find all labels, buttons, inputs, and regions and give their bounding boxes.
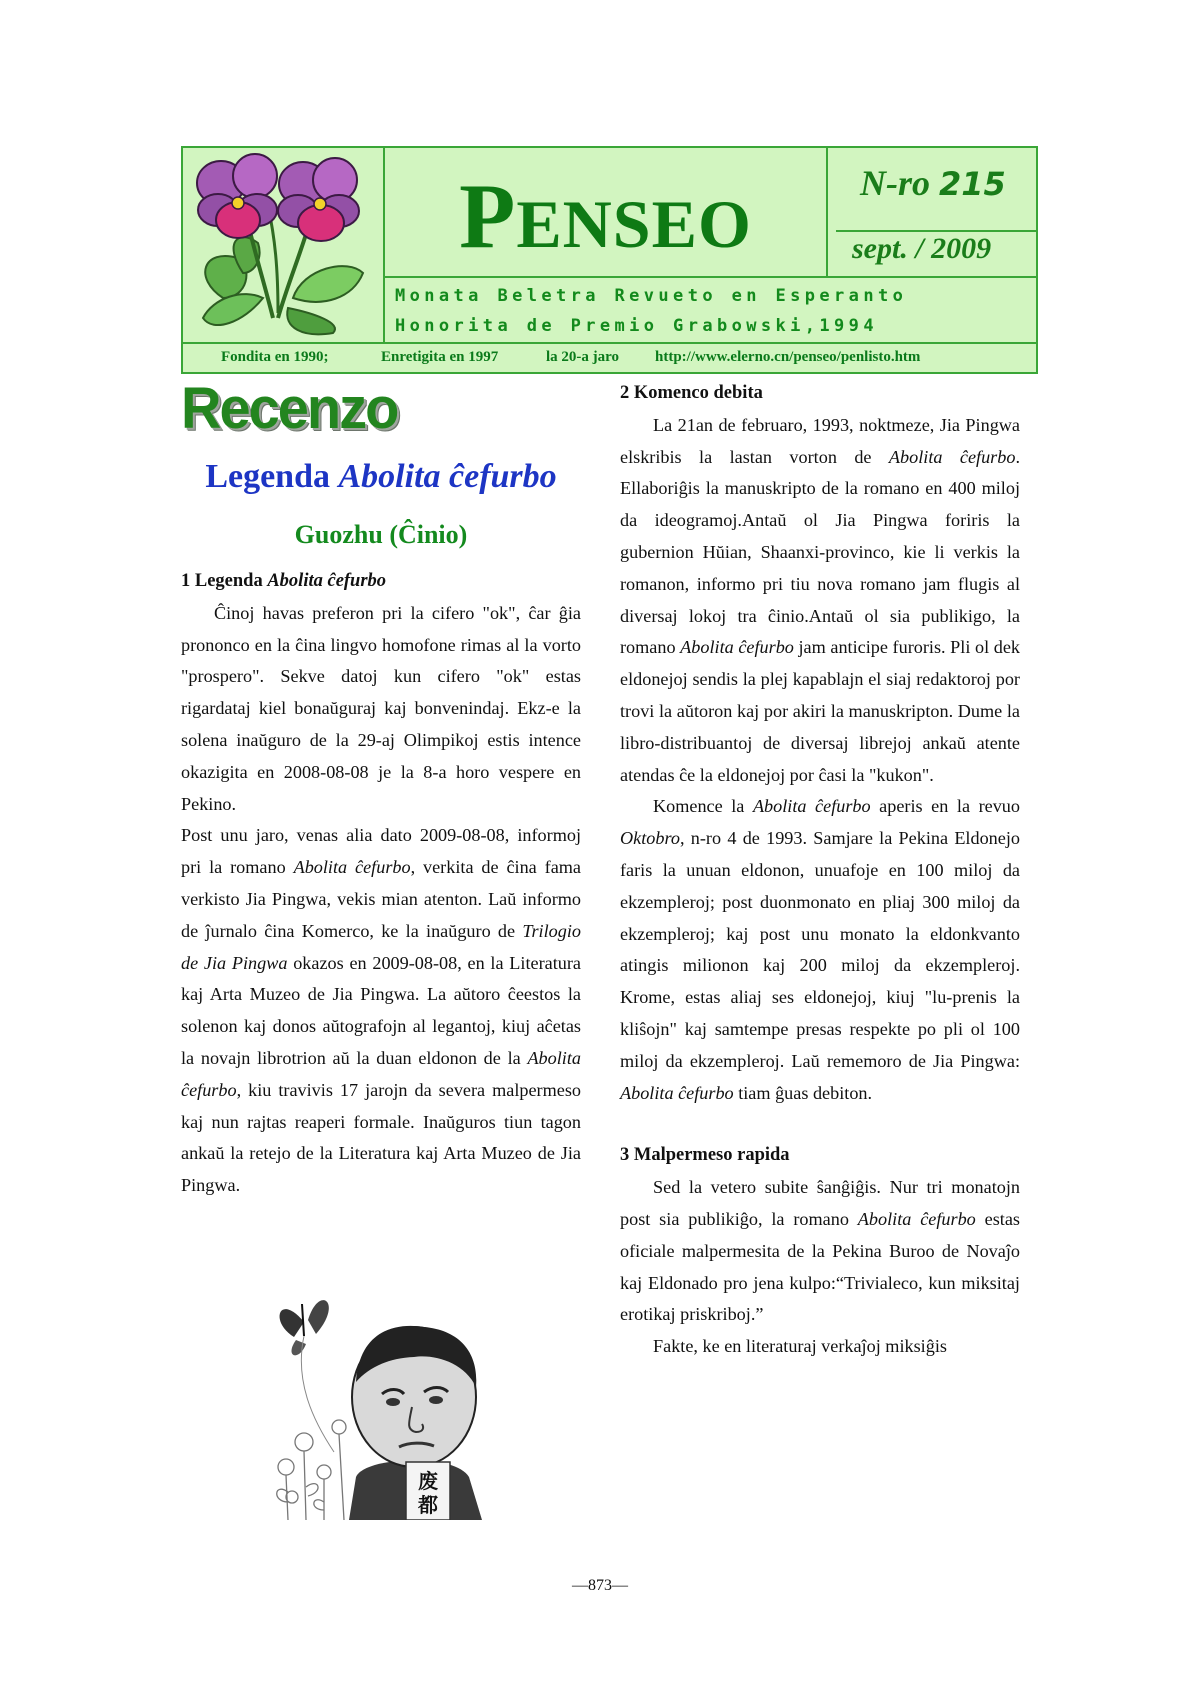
website-link[interactable]: http://www.elerno.cn/penseo/penlisto.htm — [655, 349, 921, 365]
subtitle-cell — [385, 276, 1036, 342]
registered-text: Enretigita en 1997 — [381, 349, 499, 365]
issue-number: N-ro 215 — [860, 163, 1006, 203]
seal-text-2: 都 — [418, 1493, 438, 1517]
section-2-heading: 2 Komenco debita — [620, 383, 763, 403]
article-author: Guozhu (Ĉinio) — [294, 520, 468, 549]
seal-text-1: 废 — [418, 1469, 438, 1493]
section-3-paragraph-2: Fakte, ke en literaturaj verkaĵoj miksiĝis — [653, 1336, 947, 1357]
flowers-icon — [277, 1420, 346, 1520]
section-1 — [181, 566, 581, 1202]
magazine-title-cell — [385, 148, 828, 276]
section-3-paragraph-1: Sed la vetero subite ŝanĝiĝis. Nur tri monatojn post sia publikiĝo, la romano Abolita ĉefurbo estas oficiale malpermesita de la Pekina Buroo de Novaĵo kaj Eldonado pro jena kulpo:“Trivialeco, kun miksitaj erotikaj priskriboj.” — [620, 1177, 1020, 1325]
subtitle-line-1: Monata Beletra Revueto en Esperanto — [395, 286, 908, 306]
left-column — [181, 374, 581, 1202]
magazine-title: PENSEO — [459, 165, 752, 267]
section-3-heading: 3 Malpermeso rapida — [620, 1145, 790, 1166]
issue-date: sept. / 2009 — [852, 232, 992, 265]
article-title: Legenda Abolita ĉefurbo — [205, 458, 557, 495]
section-1-heading: 1 Legenda Abolita ĉefurbo — [181, 571, 387, 591]
page-number: —873— — [572, 1577, 628, 1594]
section-2 — [620, 378, 1020, 1363]
founded-text: Fondita en 1990; — [221, 349, 329, 365]
masthead-footer — [183, 342, 1036, 372]
section-1-paragraph-1: Ĉinoj havas preferon pri la cifero "ok", ĉar ĝia prononco en la ĉina lingvo homofone rimas al la vorto "prospero". Sekve datoj kun cifero "ok" estas rigardataj kiel bonaŭguraj kaj bonvenindaj. Ekz-e la solena inaŭguro de la 29-aj Olimpikoj estis intence okazigita en 2008-08-08 je la 8-a horo vespere en Pekino. — [181, 602, 581, 814]
section-label: Recenzo — [181, 374, 398, 441]
section-1-paragraph-2: Post unu jaro, venas alia dato 2009-08-08, informoj pri la romano Abolita ĉefurbo, verkita de ĉina fama verkisto Jia Pingwa, vekis mian atenton. Laŭ informo de ĵurnalo ĉina Komerco, ke la inaŭguro de Trilogio de Jia Pingwa okazos en 2009-08-08, en la Literatura kaj Arta Muzeo de Jia Pingwa. La aŭtoro ĉeestos la solenon kaj donos aŭtografojn al legantoj, kiuj aĉetas la novajn librotrion aŭ la duan eldonon de la Abolita ĉefurbo, kiu travivis 17 jarojn da severa malpermeso kaj nun rajtas reaperi formale. Inaŭguros tiun tagon ankaŭ la retejo de la Literatura kaj Arta Muzeo de Jia Pingwa. — [181, 825, 581, 1196]
butterfly-icon — [280, 1300, 334, 1452]
section-spacer — [620, 1109, 1020, 1140]
pansy-flower-icon — [183, 148, 383, 340]
year-count-text: la 20-a jaro — [546, 349, 620, 365]
masthead — [181, 146, 1038, 374]
author-caricature — [264, 1282, 504, 1520]
section-2-paragraph-2: Komence la Abolita ĉefurbo aperis en la revuo Oktobro, n-ro 4 de 1993. Samjare la Pekina Eldonejo faris la unuan eldonon, unuafoje en 100 miloj da ekzempleroj; post duonmonato en pliaj 300 miloj da ekzempleroj; kaj post unu monato la eldonkvanto atingis milionon kaj 200 miloj da ekzempleroj. Krome, estas aliaj ses eldonejoj, kiuj "lu-prenis la kliŝojn" kaj samtempe presas respekte po pli ol 100 miloj da ekzempleroj. Laŭ rememoro de Jia Pingwa: Abolita ĉefurbo tiam ĝuas debiton. — [620, 796, 1020, 1103]
issue-cell — [828, 148, 1036, 276]
right-column — [620, 378, 1020, 1363]
pansy-logo — [183, 148, 385, 342]
section-2-paragraph-1: La 21an de februaro, 1993, noktmeze, Jia Pingwa elskribis la lastan vorton de Abolita ĉefurbo. Ellaboriĝis la manuskripto de la romano en 400 miloj da ideogramoj.Antaŭ ol Jia Pingwa foriris la gubernion Hŭian, Shaanxi-provinco, kie li verkis la romanon, informo pri tiu nova romano jam flugis al diversaj lokoj tra ĉinio.Antaŭ ol sia publikigo, la romano Abolita ĉefurbo jam anticipe furoris. Pli ol dek eldonejoj sendis la plej kapablajn el siaj redaktoroj por trovi la aŭtoron kaj por akiri la manuskripton. Dume la libro-distribuantoj de diversaj librejoj ankaŭ atente atendas ĉe la eldonejoj por ĉasi la "kukon". — [620, 414, 1021, 785]
subtitle-line-2: Honorita de Premio Grabowski,1994 — [395, 316, 878, 336]
